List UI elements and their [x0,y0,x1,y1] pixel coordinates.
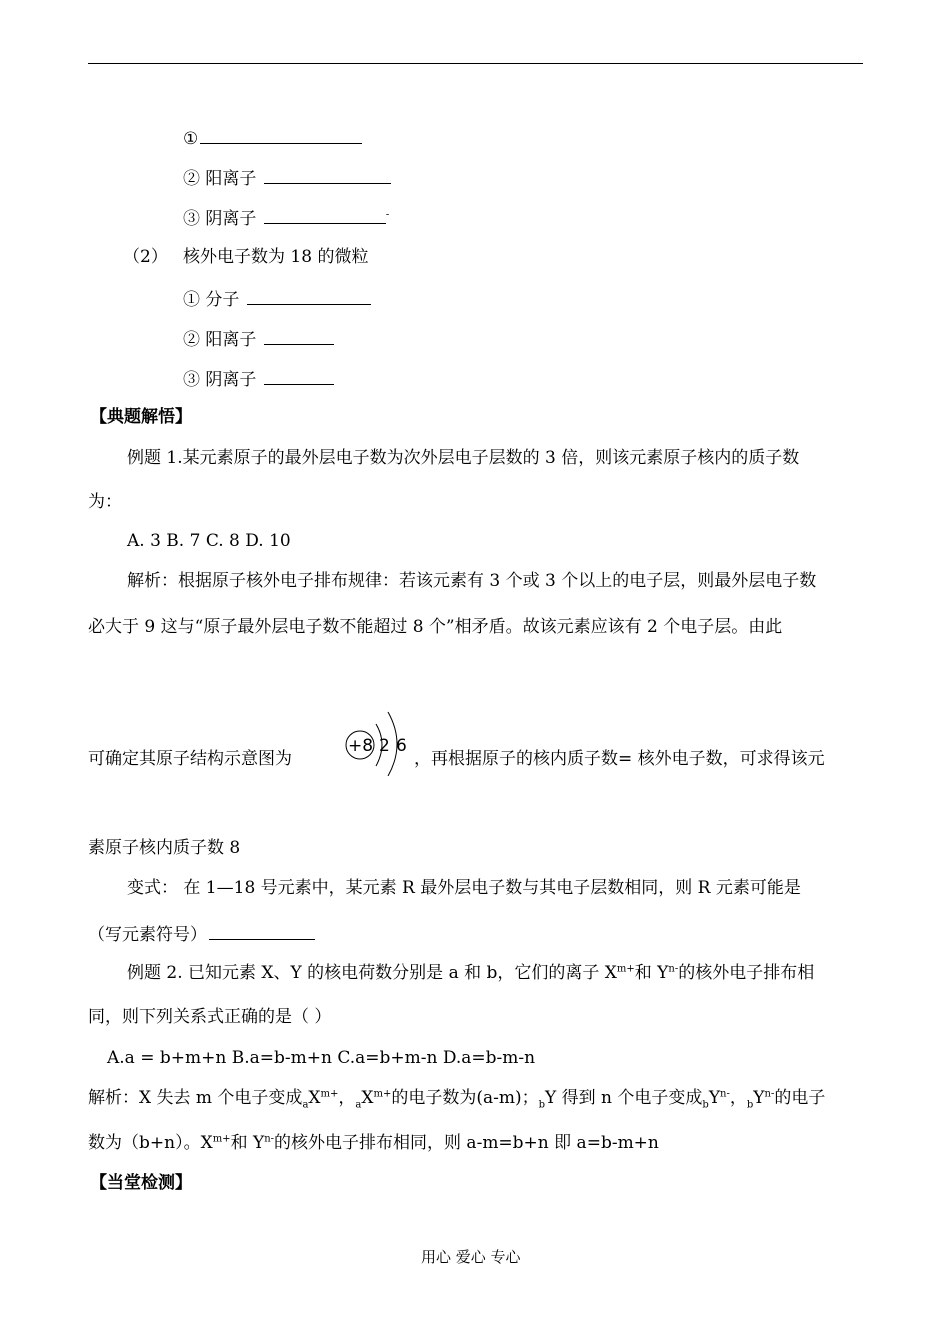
section2-item3: ③ 阴离子 [183,369,334,389]
heading-check: 【当堂检测】 [90,1173,192,1193]
list1-item1: ① [183,128,362,148]
atom-structure-diagram [338,704,418,776]
example1-options: A. 3 B. 7 C. 8 D. 10 [127,531,291,551]
example1-analysis-line4: 素原子核内质子数 8 [88,838,241,858]
outer-shell-electrons: 6 [396,736,407,756]
answer-blank[interactable] [264,208,386,224]
header-rule [88,63,863,64]
section2-item1: ① 分子 [183,289,371,309]
answer-blank[interactable] [209,924,315,940]
section2-item2: ② 阳离子 [183,329,334,349]
answer-blank[interactable] [264,329,334,345]
heading-examples: 【典题解悟】 [90,407,192,427]
example1-analysis-line3-after: ，再根据原子的核内质子数= 核外电子数，可求得该元 [414,749,825,769]
answer-blank[interactable] [264,168,391,184]
example2-line2: 同，则下列关系式正确的是（ ） [88,1007,332,1027]
list1-item2: ② 阳离子 [183,168,391,188]
inner-shell-electrons: 2 [379,736,390,756]
answer-blank[interactable] [200,128,362,144]
answer-blank[interactable] [247,289,371,305]
example1-analysis-line1: 解析：根据原子核外电子排布规律：若该元素有 3 个或 3 个以上的电子层，则最外层电子数 [127,571,817,591]
example1-analysis-line2: 必大于 9 这与“原子最外层电子数不能超过 8 个”相矛盾。故该元素应该有 2 个电子层。由此 [88,617,783,637]
example2-analysis-line2: 数为（b+n）。$X^{m+}$和 $Y^{n-}$的核外电子排布相同，则 a-m=b+n 即 a=b-m+n [88,1133,659,1153]
page-footer: 用心 爱心 专心 [421,1248,521,1266]
example1-question-line1: 例题 1.某元素原子的最外层电子数为次外层电子层数的 3 倍，则该元素原子核内的质子数 [127,448,800,468]
answer-blank[interactable] [264,369,334,385]
example2-options: A.a = b+m+n B.a=b-m+n C.a=b+m-n D.a=b-m-n [107,1048,536,1068]
example2-line1: 例题 2. 已知元素 X、Y 的核电荷数分别是 a 和 b，它们的离子 $X^{m+}$和 $Y^{n-}$的核外电子排布相 [127,963,815,983]
example1-question-line2: 为： [88,492,122,512]
list1-item3: ③ 阴离子 - [183,209,390,229]
section2-title: 核外电子数为 18 的微粒 [183,247,369,267]
variant-line2: （写元素符号） [88,924,315,944]
nucleus-charge: +8 [348,736,374,756]
variant-line1: 变式： 在 1—18 号元素中，某元素 R 最外层电子数与其电子层数相同，则 R 元素可能是 [127,878,801,898]
example1-analysis-line3-before: 可确定其原子结构示意图为 [88,749,292,769]
example2-analysis-line1: 解析：X 失去 m 个电子变成$_aX^{m+}$，$_aX^{m+}$的电子数为(a-m)；$_b$Y 得到 n 个电子变成$_bY^{n-}$，$_bY^{n-}$的电子 [88,1088,826,1111]
section2-number: （2） [123,247,168,267]
